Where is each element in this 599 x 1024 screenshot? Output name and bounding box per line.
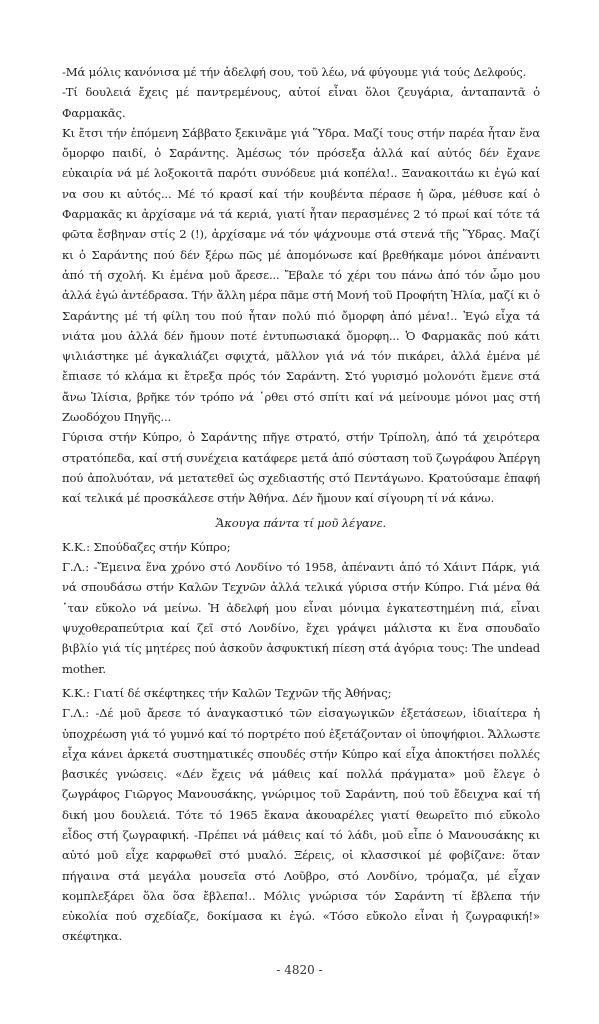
interview-question: Κ.Κ.: Σπούδαζες στήν Κύπρο; (62, 539, 231, 554)
page-number: - 4820 - (276, 963, 323, 977)
interview-answer: Γ.Λ.: -Ἔμεινα ἕνα χρόνο στό Λονδίνο τό 1958, ἀπέναντι ἀπό τό Χάιντ Πάρκ, γιά νά σπουδάσω στήν Καλῶν Τεχνῶν ἀλλά τελικά γύρισα στήν Κύπρο. Γιά μένα θά ῾ταν εὔκολο νά μείνω. Ἡ ἀδελφή μου εἶναι μόνιμα ἐγκατεστημένη πιά, εἶναι ψυχοθεραπεύτρια καί ζεῖ στό Λονδίνο, ἔχει γράψει μάλιστα κι ἕνα σπουδαῖο βιβλίο γιά τίς μητέρες πού ἀσκοῦν ἀσφυκτική πίεση στά ἀγόρια τους: The undead mother. (62, 560, 540, 676)
dialogue-line: -Μά μόλις κανόνισα μέ τήν ἀδελφή σου, τοῦ λέω, νά φύγουμε γιά τούς Δελφούς. (62, 65, 527, 79)
dialogue-line: -Τί δουλειά ἔχεις μέ παντρεμένους, αὐτοί εἶναι ὅλοι ζευγάρια, ἀνταπαντᾶ ὁ Φαρμακᾶς. (62, 85, 540, 120)
narrative-paragraph: Κι ἔτσι τήν ἑπόμενη Σάββατο ξεκινᾶμε γιά Ὕδρα. Μαζί τους στήν παρέα ἦταν ἕνα ὄμορφο παιδί, ὁ Σαράντης. Ἀμέσως τόν πρόσεξα ἀλλά καί αὐτός δέν ἔχανε εὐκαιρία νά μέ λοξοκοιτᾶ παρότι συνόδευε μιά κοπέλα!.. Ξανακοιτάω κι ἐγώ καί να σου κι αὐτός... Μέ τό κρασί καί τήν κουβέντα πέρασε ἡ ὥρα, μέθυσε καί ὁ Φαρμακᾶς κι ἀρχίσαμε νά τά κεριά, γιατί ἦταν περασμένες 2 τό πρωί καί τότε τά φῶτα ἔσβηναν στίς 2 (!), ἀρχίσαμε νά τόν ψάχνουμε στά στενά τῆς Ὕδρας. Μαζί κι ὁ Σαράντης πού δέν ξέρω πῶς μέ ἀπομόνωσε καί βρεθήκαμε μόνοι ἀπέναντι ἀπό τή σχολή. Κι ἐμένα μοῦ ἄρεσε... Ἔβαλε τό χέρι του πάνω ἀπό τόν ὦμο μου ἀλλά ἐγώ ἀντέδρασα. Τήν ἄλλη μέρα πᾶμε στή Μονή τοῦ Προφήτη Ἠλία, μαζί κι ὁ Σαράντης μέ τή φίλη του πού ἦταν πολύ πιό ὄμορφη ἀπό μένα!.. Ἐγώ εἶχα τά νιάτα μου ἀλλά δέν ἤμουν ποτέ ἐντυπωσιακά ὄμορφη... Ὁ Φαρμακᾶς πού κάτι ψιλιάστηκε μέ ἀγκαλιάζει σφιχτά, μᾶλλον γιά νά τόν πικάρει, ἀλλά ἐμένα μέ ἔπιασε τό κλάμα κι ἔτρεξα πρός τόν Σαράντη. Στό γυρισμό μολονότι ἔμενε στά ἄνω Ἰλίσια, βρῆκε τόν τρόπο νά ῾ρθει στό σπίτι καί νά μείνουμε μόνοι μας στή Ζωοδόχου Πηγῆς... (62, 125, 540, 425)
interview-question: Κ.Κ.: Γιατί δέ σκέφτηκες τήν Καλῶν Τεχνῶν τῆς Ἀθήνας; (62, 685, 392, 700)
document-body (62, 62, 540, 947)
narrative-paragraph: Γύρισα στήν Κύπρο, ὁ Σαράντης πῆγε στρατό, στήν Τρίπολη, ἀπό τά χειρότερα στρατόπεδα, καί στή συνέχεια κατάφερε μετά ἀπό σύσταση τοῦ ζωγράφου Ἀπέργη πού ἀπολυόταν, νά μετατεθεῖ ὡς σχεδιαστής στό Πεντάγωνο. Κρατούσαμε ἐπαφή καί τελικά μέ προσκάλεσε στήν Ἀθήνα. Δέν ἤμουν καί σίγουρη τί νά κάνω. (62, 430, 540, 506)
interview-answer: Γ.Λ.: -Δέ μοῦ ἄρεσε τό ἀναγκαστικό τῶν εἰσαγωγικῶν ἐξετάσεων, ἰδιαίτερα ἡ ὑποχρέωση γιά τό γυμνό καί τό πορτρέτο πού ἐξετάζονταν οἱ ὑποψήφιοι. Ἄλλωστε εἶχα κάνει ἀρκετά συστηματικές σπουδές στήν Κύπρο καί εἶχα ἀποκτήσει πολλές βασικές γνώσεις. «Δέν ἔχεις νά μάθεις καί πολλά πράγματα» μοῦ ἔλεγε ὁ ζωγράφος Γιῶργος Μανουσάκης, γνώριμος τοῦ Σαράντη, πού τοῦ ἔδειχνα καί τή δική μου δουλειά. Τότε τό 1965 ἔκανα ἀκουαρέλες γιατί θεωρεῖτο πιό εὔκολο εἶδος στή ζωγραφική. -Πρέπει νά μάθεις καί τό λάδι, μοῦ εἶπε ὁ Μανουσάκης κι αὐτό μοῦ εἶχε καρφωθεῖ στό μυαλό. Ξέρεις, οἱ κλασσικοί μέ φοβίζανε: ὅταν πήγαινα στά μεγάλα μουσεῖα στό Λοῦβρο, στό Λονδίνο, τρόμαζα, μέ εἶχαν κομπλεξάρει ὅλα ὅσα ἔβλεπα!.. Μόλις γνώρισα τόν Σαράντη τί ἔβλεπα τήν εὐκολία πού σχεδίαζε, δοκίμασα κι ἐγώ. «Τόσο εὔκολο εἶναι ἡ ζωγραφική!» σκέφτηκα. (62, 706, 540, 944)
section-quote: Ἄκουγα πάντα τί μοῦ λέγανε. (215, 515, 387, 530)
